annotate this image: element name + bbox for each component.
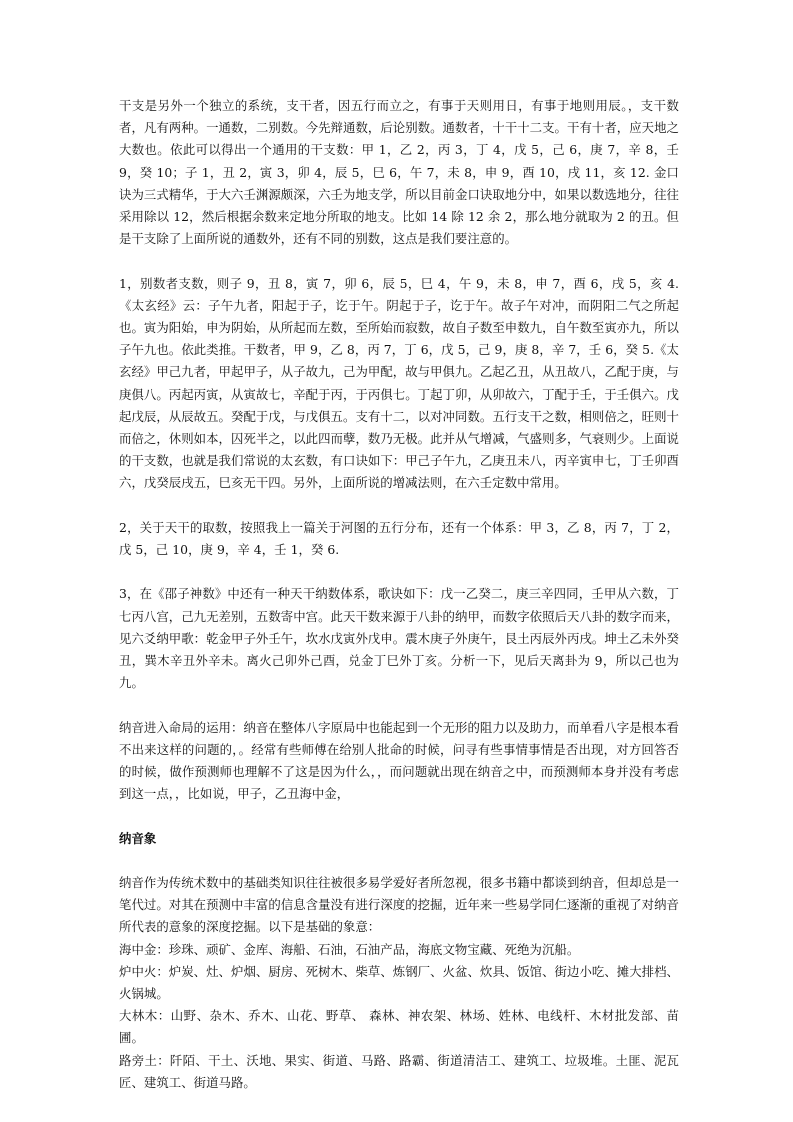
paragraph-hetu-numbers: 2，关于天干的取数，按照我上一篇关于河图的五行分布，还有一个体系：甲 3，乙 8，丙 7，丁 2，戊 5，己 10，庚 9，辛 4，壬 1，癸 6. [119,519,679,558]
paragraph-spacer [119,495,679,517]
section-heading-nayin-xiang: 纳音象 [119,830,157,846]
list-item-luzhonghuo: 炉中火：炉炭、灶、炉烟、厨房、死树木、柴草、炼钢厂、火盆、炊具、饭馆、街边小吃、摊大排档、火锅城。 [119,963,679,1002]
paragraph-bieshu: 1，别数者支数，则子 9，丑 8，寅 7，卯 6，辰 5，巳 4，午 9，未 8，申 7，酉 6，戌 5，亥 4.《太玄经》云：子午九者，阳起于子，讫于午。阴起于子，讫于午。故子午对冲，而阴阳二气之所起也。寅为阳始，申为阴始，从所起而左数，至所始而寂数，故自子数至申数九，自午数至寅亦九，所以子午九也。依此类推。干数者，甲 9，乙 8，丙 7，丁 6，戊 5，己 9，庚 8，辛 7，壬 6，癸 5.《太玄经》甲己九者，甲起甲子，从子故九，己为甲配，故与甲俱九。乙起乙丑，从丑故八，乙配于庚，与庚俱八。丙起丙寅，从寅故七，辛配于丙，于丙俱七。丁起丁卯，从卯故六，丁配于壬，于壬俱六。戊起戊辰，从辰故五。癸配于戊，与戊俱五。支有十二，以对冲同数。五行支干之数，相则倍之，旺则十而倍之，休则如本，囚死半之，以此四而孽，数乃无极。此并从气增减，气盛则多，气衰则少。上面说的干支数，也就是我们常说的太玄数，有口诀如下：甲己子午九，乙庚丑未八，丙辛寅申七，丁壬卯酉六，戊癸辰戌五，巳亥无干四。另外，上面所说的增减法则，在六壬定数中常用。 [119,275,679,491]
paragraph-ganzhi-intro: 干支是另外一个独立的系统，支干者，因五行而立之，有事于天则用日，有事于地则用辰。，支干数者，凡有两种。一通数，二别数。今先辩通数，后论别数。通数者，十干十二支。干有十者，应天地之大数也。依此可以得出一个通用的干支数：甲 1，乙 2，丙 3，丁 4，戊 5，己 6，庚 7，辛 8，壬 9，癸 10；子 1，丑 2，寅 3，卯 4，辰 5，巳 6，午 7，未 8，申 9，酉 10，戌 11，亥 12. 金口诀为三式精华，于大六壬渊源颇深，六壬为地支学，所以目前金口诀取地分中，如果以数选地分，往往采用除以 12，然后根据余数来定地分所取的地支。比如 14 除 12 余 2，那么地分就取为 2 的丑。但是干支除了上面所说的通数外，还有不同的别数，这点是我们要注意的。 [119,98,679,247]
list-item-dalinmu: 大林木：山野、杂木、乔木、山花、野草、 森林、神农架、林场、姓林、电线杆、木材批发部、苗圃。 [119,1008,679,1046]
paragraph-nayin-intro: 纳音作为传统术数中的基础类知识往往被很多易学爱好者所忽视，很多书籍中都谈到纳音，但却总是一笔代过。对其在预测中丰富的信息含量没有进行深度的挖掘，近年来一些易学同仁逐渐的重视了对纳音所代表的意象的深度挖掘。以下是基础的象意： [119,875,679,935]
list-item-haizhongjin: 海中金：珍珠、顽矿、金库、海船、石油，石油产品，海底文物宝藏、死绝为沉船。 [119,941,580,957]
list-item-lupangtu: 路旁土：阡陌、干土、沃地、果实、街道、马路、路霸、街道清洁工、建筑工、垃圾堆。土匪、泥瓦匠、建筑工、街道马路。 [119,1052,679,1090]
paragraph-nayin-usage: 纳音进入命局的运用：纳音在整体八字原局中也能起到一个无形的阻力以及助力，而单看八字是根本看不出来这样的问题的，。经常有些师傅在给别人批命的时候，问寻有些事情事情是否出现，对方回答否的时候，做作预测师也理解不了这是因为什么，，而问题就出现在纳音之中，而预测师本身并没有考虑到这一点，，比如说，甲子，乙丑海中金， [119,719,679,802]
paragraph-shaozi-shenshu: 3，在《邵子神数》中还有一种天干纳数体系，歌诀如下：戊一乙癸二，庚三辛四同，壬甲从六数，丁七丙八宫，己九无差别，五数寄中宫。此天干数来源于八卦的纳甲，而数字依照后天八卦的数字而来，见六爻纳甲歌：乾金甲子外壬午，坎水戊寅外戊申。震木庚子外庚午，艮土丙辰外丙戌。坤土乙未外癸丑，巽木辛丑外辛未。离火己卯外己酉，兑金丁巳外丁亥。分析一下，见后天离卦为 9，所以己也为九。 [119,586,679,691]
paragraph-spacer [119,694,679,716]
paragraph-spacer [119,850,679,872]
paragraph-spacer [119,250,679,272]
paragraph-spacer [119,805,679,827]
paragraph-spacer [119,561,679,583]
document-body [119,95,679,1094]
